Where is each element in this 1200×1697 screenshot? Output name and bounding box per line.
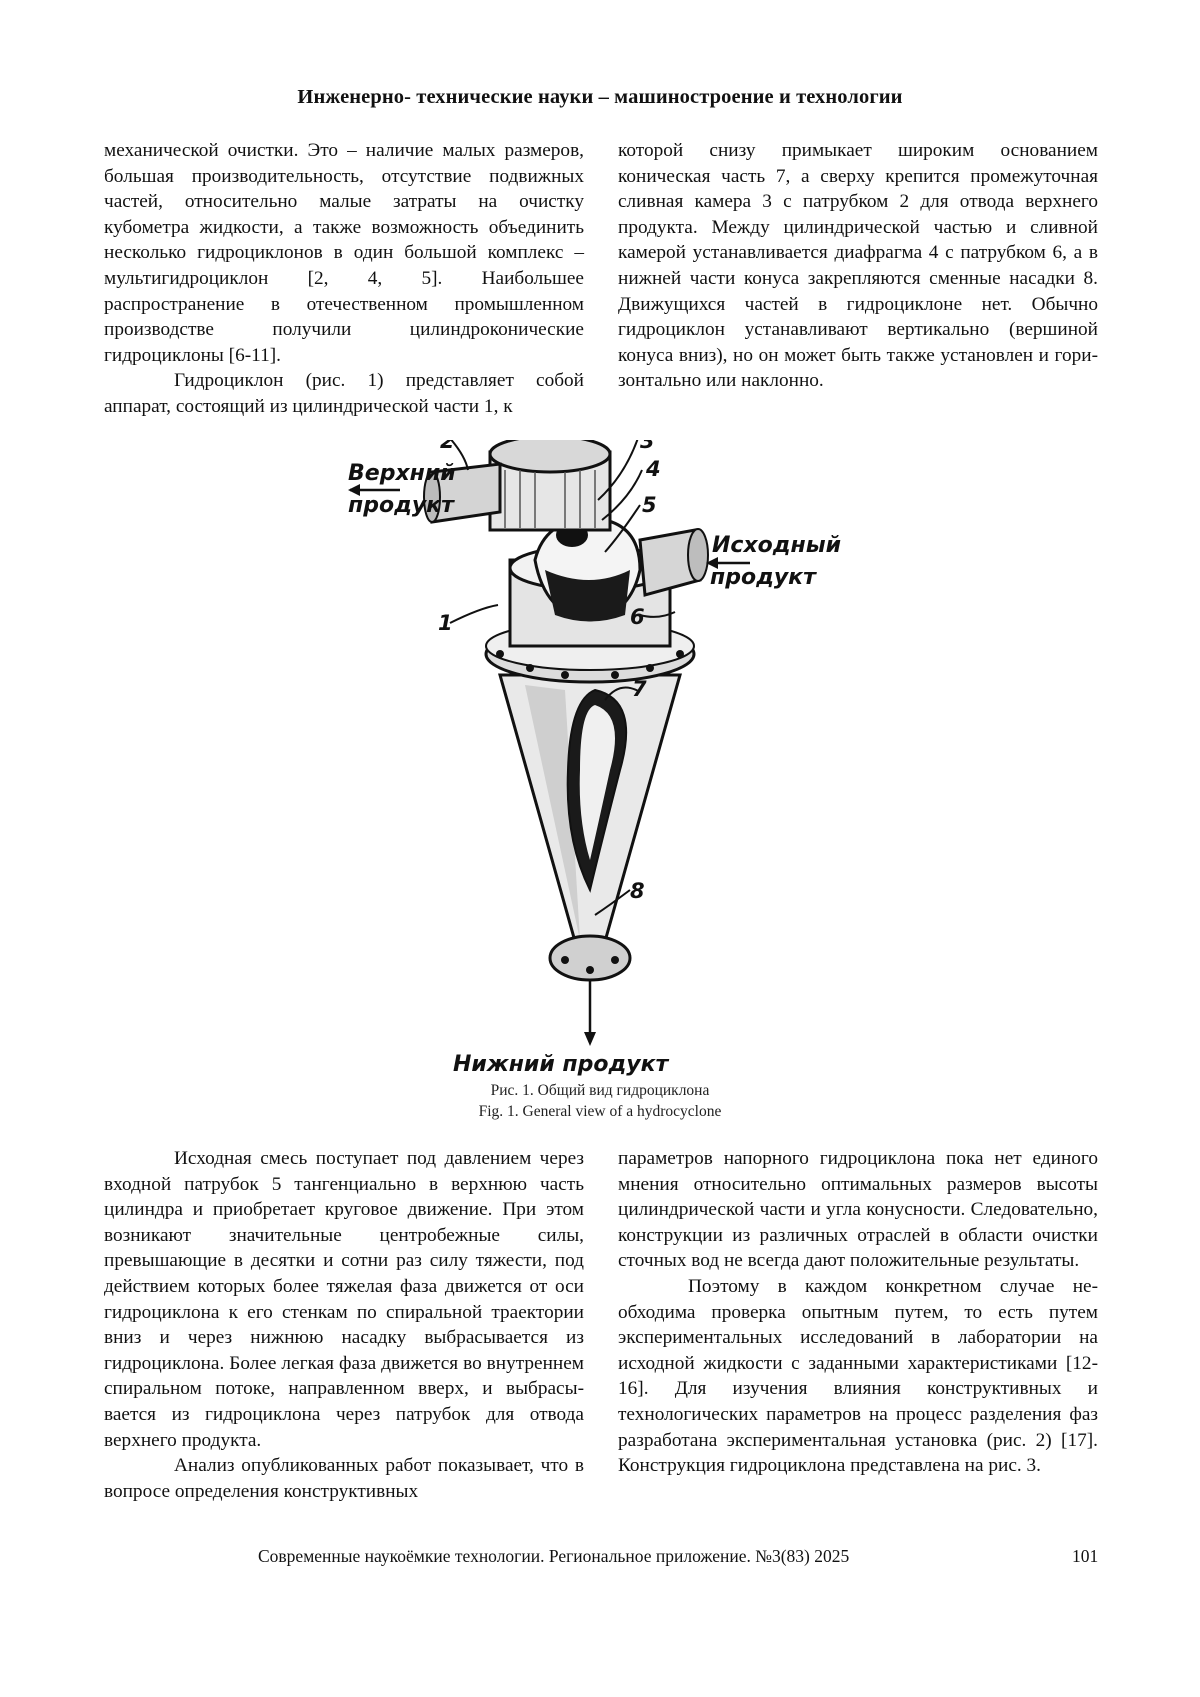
number-2: 2 — [440, 440, 455, 453]
page-number: 101 — [1072, 1546, 1099, 1566]
chamber-top — [490, 440, 610, 472]
number-6: 6 — [630, 605, 645, 629]
figure-caption-ru: Рис. 1. Общий вид гидроциклона — [490, 1082, 710, 1099]
number-7: 7 — [632, 677, 647, 701]
paragraph: Анализ опубликованных работ показывает, что в вопросе определения конструктивных — [104, 1455, 584, 1502]
number-1: 1 — [438, 611, 453, 635]
journal-footer: Современные наукоёмкие технологии. Региональное приложение. №3(83) 2025 — [258, 1546, 850, 1566]
paragraph: Исходная смесь поступает под давлением через входной патрубок 5 тангенциально в верхнюю часть цилиндра и приобретает круговое движение. При этом возникают значительные центробежные силы, превышающие в десятки и сотни раз силу тяжести, под действием которых более тяжелая фаза движется от оси гидроциклона к его стенкам по спиральной траектории вниз и через нижнюю насадку выбрасывается из гидроциклона. Более легкая фаза движется во внутреннем спиральном потоке, направленном вверх, и выбрасывается из гидроциклона через патрубок для отвода верхнего продукта. — [104, 1148, 584, 1451]
hydrocyclone-drawing — [340, 440, 860, 1090]
inlet-pipe-end — [688, 529, 708, 581]
number-3: 3 — [640, 440, 655, 453]
paragraph: механической очистки. Это – наличие малых размеров, большая производительность, отсутствие подвижных частей, относительно малые затраты на очистку кубометра жидкости, а также возможность объединить несколько гидроциклонов в один большой комплекс – мультигидроциклон [2, 4, 5]. Наибольшее распространение в отечественном промышленном производстве получили цилиндроконические гидроциклоны [6-11]. — [104, 140, 584, 366]
number-4: 4 — [646, 457, 661, 481]
lower-flow-arrow — [584, 1032, 596, 1046]
column-top-left — [104, 138, 584, 420]
figure-caption-en: Fig. 1. General view of a hydrocyclone — [478, 1103, 722, 1120]
hydrocyclone-figure — [340, 440, 860, 1090]
column-bottom-left — [104, 1146, 584, 1504]
paragraph: которой снизу примыкает широким основанием коническая часть 7, а сверху крепится промежуточная сливная камера 3 с патрубком 2 для отвода верхнего продукта. Между цилиндрической частью и сливной камерой устанавливается диафрагма 4 с патрубком 6, а в нижней части конуса закрепляются сменные насадки 8. Движущихся частей в гидроциклоне нет. Обычно гидроциклон устанавливают вертикально (вершиной конуса вниз), но он может быть также установлен и горизонтально или наклонно. — [618, 140, 1098, 392]
label-upper-product-line1: Верхний — [348, 461, 456, 486]
label-feed-product-line1: Исходный — [712, 533, 842, 558]
paragraph: параметров напорного гидроциклона пока нет единого мнения относительно оптимальных размеров высоты цилиндрической части и угла конусности. Следовательно, конструкции из различных отраслей в области очистки сточных вод не всегда дают положительные результаты. — [618, 1148, 1098, 1272]
column-bottom-right — [618, 1146, 1098, 1479]
running-header: Инженерно- технические науки – машиностроение и технологии — [297, 86, 903, 108]
column-top-right — [618, 138, 1098, 394]
label-feed-product-line2: продукт — [710, 565, 816, 590]
number-5: 5 — [642, 493, 657, 517]
number-8: 8 — [630, 879, 645, 903]
paragraph: Поэтому в каждом конкретном случае необходима проверка опытным путем, то есть путем экспериментальных исследований в лаборатории на исходной жидкости с заданными характеристиками [12-16]. Для изучения влияния конструктивных и технологических параметров на процесс разделения фаз разработана экспериментальная установка (рис. 2) [17]. Конструкция гидроциклона представлена на рис. 3. — [618, 1275, 1098, 1477]
label-lower-product: Нижний продукт — [453, 1052, 669, 1077]
label-upper-product-line2: продукт — [348, 493, 454, 518]
paragraph: Гидроциклон (рис. 1) представляет собой аппарат, состоящий из цилиндрической части 1, к — [104, 370, 584, 417]
